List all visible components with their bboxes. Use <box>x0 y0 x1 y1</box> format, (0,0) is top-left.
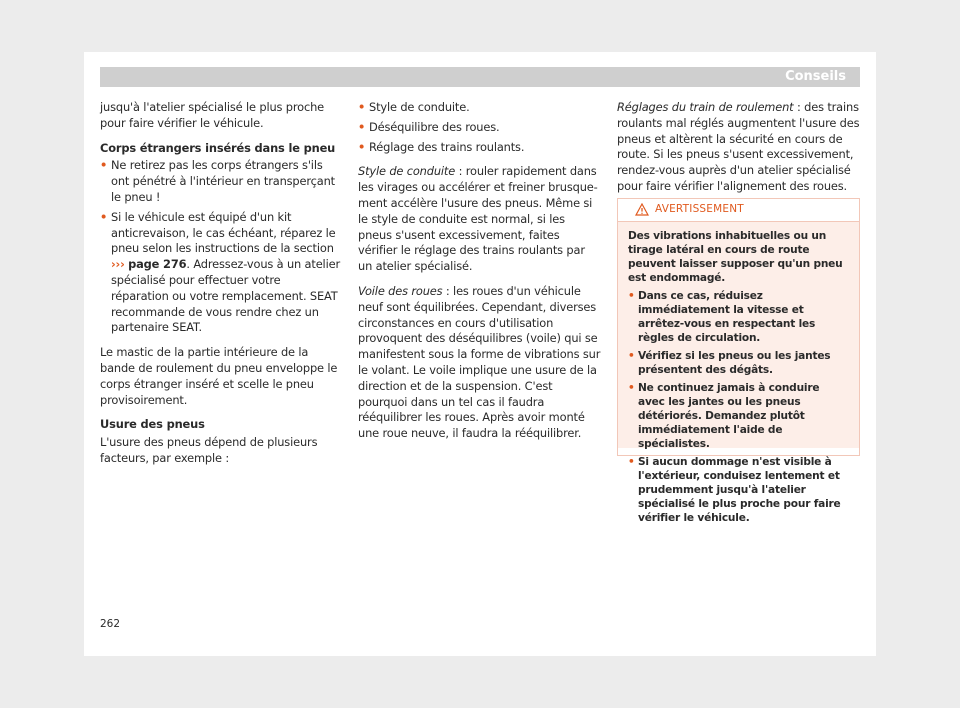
bullet-text: Ne retirez pas les corps étrangers s'ils ont pénétré à l'intérieur en transperçant le pneu ! <box>111 158 335 204</box>
bullet-icon: • <box>628 456 635 468</box>
warning-intro: Des vibrations inhabituelles ou un tirage latéral en cours de route peuvent laisser supposer qu'un pneu est endommagé. <box>628 230 843 284</box>
list-item <box>358 120 601 136</box>
bullet-text-continued: . Adressez-vous à un atelier spécialisé pour effectuer votre réparation ou votre remplacement. SEAT recommande de vous rendre chez un partenaire SEAT. <box>111 257 340 335</box>
list-item <box>100 158 340 205</box>
bullet-icon: • <box>358 100 366 114</box>
section-title: Conseils <box>785 69 846 84</box>
bullet-icon: • <box>628 290 635 302</box>
bullet-text: Si aucun dommage n'est visible à l'extérieur, conduisez lentement et prudemment jusqu'à l'atelier spécialisé le plus proche pour faire vérifier le véhicule. <box>638 456 841 524</box>
bullet-text: Style de conduite. <box>369 100 470 114</box>
wheel-imbalance-term: Voile des roues <box>358 283 443 298</box>
bullet-icon: • <box>628 382 635 394</box>
wheel-imbalance-paragraph <box>358 284 601 442</box>
bullet-text: Déséquilibre des roues. <box>369 119 500 134</box>
page-number: 262 <box>100 618 121 630</box>
bullet-text: Ne continuez jamais à conduire avec les jantes ou les pneus détériorés. Demandez plutôt immédiatement l'aide de spécialistes. <box>638 382 820 450</box>
bullet-text: Réglage des trains roulants. <box>369 139 525 154</box>
driving-style-term: Style de conduite <box>358 164 456 179</box>
warning-body <box>618 222 859 524</box>
heading-tire-wear: Usure des pneus <box>100 417 205 432</box>
list-item <box>100 210 340 336</box>
bullet-icon: • <box>628 350 635 362</box>
mastic-paragraph: Le mastic de la partie intérieure de la bande de roulement du pneu enveloppe le corps étranger inséré et scelle le pneu provisoirement. <box>100 345 338 407</box>
driving-style-text: : rouler rapidement dans les virages ou accélérer et freiner brusquement accélère l'usure des pneus. Même si le style de conduite est normal, si les pneus s'usent excessivement, faites vérifier le réglage des trains roulants par un atelier spécialisé. <box>358 164 598 274</box>
bullet-text: Dans ce cas, réduisez immédiatement la vitesse et arrêtez-vous en respectant les règles de circulation. <box>638 290 816 344</box>
list-item <box>628 349 849 377</box>
alignment-paragraph <box>617 100 860 195</box>
bullet-text: Si le véhicule est équipé d'un kit anticrevaison, le cas échéant, réparez le pneu selon les instructions de la section <box>111 209 336 256</box>
intro-paragraph: jusqu'à l'atelier spécialisé le plus proche pour faire vérifier le véhicule. <box>100 100 324 130</box>
bullet-icon: • <box>100 158 108 173</box>
alignment-term: Réglages du train de roulement <box>617 100 794 114</box>
list-item <box>358 140 601 156</box>
column-left <box>100 100 340 476</box>
wheel-imbalance-text: : les roues d'un véhicule neuf sont équilibrées. Cependant, diverses circonstances en cours d'utilisation provoquent des déséquilibres (voile) qui se manifestent sous la forme de vibrations sur le volant. Le voile implique une usure de la direction et de la suspension. C'est pourquoi dans un tel cas il faudra rééquilibrer les roues. Après avoir monté une roue neuve, il faudra la rééquilibrer. <box>358 283 601 441</box>
bullet-text: Vérifiez si les pneus ou les jantes présentent des dégâts. <box>638 350 831 376</box>
column-right <box>617 100 860 204</box>
bullet-icon: • <box>100 209 108 224</box>
page-ref-link[interactable]: page 276 <box>128 257 187 272</box>
bullet-icon: • <box>358 139 366 154</box>
heading-foreign-objects: Corps étrangers insérés dans le pneu <box>100 140 336 155</box>
list-item <box>628 381 849 451</box>
section-header <box>100 67 860 87</box>
alignment-text: : des trains roulants mal réglés augmentent l'usure des pneus et altèrent la sécurité en cours de route. Si les pneus s'usent excessivement, rendez-vous auprès d'un atelier spécialisé pour faire vérifier l'alignement des roues. <box>617 100 860 193</box>
warning-header <box>618 199 859 222</box>
list-item <box>628 289 849 345</box>
list-item <box>628 455 849 525</box>
manual-page <box>84 52 876 656</box>
wear-paragraph: L'usure des pneus dépend de plusieurs facteurs, par exemple : <box>100 435 318 465</box>
warning-title: AVERTISSEMENT <box>655 203 744 215</box>
column-middle <box>358 100 601 451</box>
bullet-icon: • <box>358 119 366 134</box>
list-item <box>358 100 601 116</box>
warning-box <box>617 198 860 524</box>
page-ref-arrow-icon[interactable]: ››› <box>111 257 125 272</box>
warning-triangle-icon <box>635 203 649 216</box>
driving-style-paragraph <box>358 164 601 275</box>
